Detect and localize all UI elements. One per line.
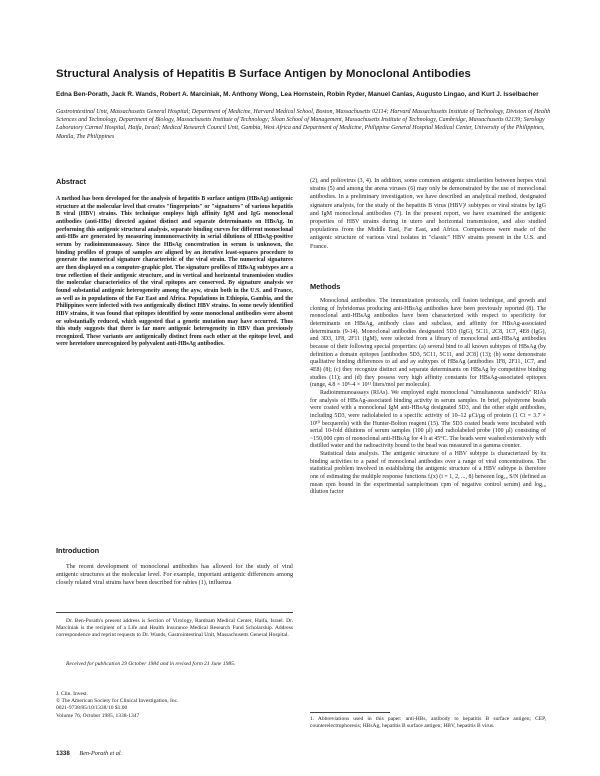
address-footnote (56, 618, 293, 640)
paper-title: Structural Analysis of Hepatitis B Surface Antigen by Monoclonal Antibodies (56, 68, 471, 80)
abbreviations-footnote-text: 1. Abbreviations used in this paper: anti-HBs, antibody to hepatitis B surface antigen; CEP, counterelectrophoresis; HBsAg, hepatitis B surface antigen; HBV, hepatitis B virus. (310, 716, 546, 730)
methods-ria-paragraph: Radioimmunoassays (RIAs). We employed eight monoclonal "simultaneous sandwich" RIAs for analysis of HBsAg-associated binding activity in serum samples. In brief, polystyrene beads were coated with a monoclonal IgM anti-HBsAg designated 5D3, and the other eight antibodies, including 5D3, were radiolabeled to a specific activity of 10–12 μCi/μg of protein (1 Ci = 3.7 × 10¹⁰ becquerels) with the Hunter-Bolton reagent (15). The 5D3 coated beads were incubated with serial 10-fold dilutions of serum samples (100 μl) and radiolabeled probe (100 μl) consisting of ~150,000 cpm of monoclonal anti-HBsAg for 4 h at 45°C. The beads were washed extensively with distilled water and the radioactivity bound to the bead was measured in a gamma counter. (310, 389, 546, 450)
intro-continuation (310, 177, 546, 251)
received-note-text: Received for publication 29 October 1984 and in revised form 21 June 1985. (66, 661, 236, 667)
journal-code: 0021-9738/85/10/1338/10 $1.00 (56, 705, 128, 712)
running-authors: Ben-Porath et al. (79, 750, 123, 757)
footnote-divider (56, 612, 293, 613)
received-note (56, 661, 293, 668)
journal-info (56, 691, 293, 720)
abbreviations-footnote (310, 716, 546, 730)
affiliations: Gastrointestinal Unit, Massachusetts General Hospital; Department of Medicine, Harvard Medical School, Boston, Massachusetts 02114; Harvard Massachusetts Institute of Technology, Division of Health Sciences and Technology, Department of Biology, Massachusetts Institute of Technology; Sloan School of Management, Massachusetts Institute of Technology, Cambridge, Massachusetts 02139; Serology Laboratory Carmel Hospital, Haifa, Israel; Medical Research Council Unit, Gambia, West Africa and Department of Medicine, Philippine General Hospital Medical Center, University of the Philippines, Manila, The Philippines (56, 109, 551, 140)
page-number: 1338 (56, 750, 70, 757)
abbrev-footnote-divider (310, 712, 390, 713)
address-footnote-text: Dr. Ben-Porath's present address is Section of Virology, Rambam Medical Center, Haifa, Israel. Dr. Marciniak is the recipient of a Life and Health Insurance Medical Research Fund Scholarship. Address correspondence and reprint requests to Dr. Wands, Gastrointestinal Unit, Massachusetts General Hospital. (56, 618, 293, 639)
methods-statistics-paragraph: Statistical data analysis. The antigenic structure of a HBV subtype is characterized by its binding activities to a panel of monoclonal antibodies over a range of viral concentrations. The statistical problem involved in establishing the antigenic structure of a HBV subtype is therefore one of estimating the multiple response functions fᵢ(x) (i = 1, 2, ..., 8) between log₁₀ S/N (defined as mean cpm bound in the experimental sample/mean cpm of negative control serum) and log₁₀ dilution factor (310, 451, 546, 496)
introduction-heading: Introduction (56, 546, 100, 555)
abstract-heading: Abstract (56, 177, 86, 186)
introduction-text (56, 563, 293, 588)
abstract-paragraph: A method has been developed for the analysis of hepatitis B surface antigen (HBsAg) antigenic structure at the molecular level that creates "fingerprints" or "signatures" of various hepatitis B viral (HBV) strains. This technique employs high affinity IgM and IgG monoclonal antibodies (anti-HBs) directed against distinct and separate determinants on HBsAg. In performing this antigenic structural analysis, separate binding curves for different monoclonal anti-HBs are generated by measuring immunoreactivity in serial dilutions of HBsAg-positive serum by radioimmunoassay. Since the HBsAg concentration in serum is unknown, the binding profiles of groups of samples are aligned by an iterative least-squares procedure to generate the numerical signature characteristic of the viral strain. The numerical signatures are then displayed on a computer-graphic plot. The signature profiles of HBsAg subtypes are a true reflection of their antigenic structure, and in vertical and horizontal transmission studies the molecular characteristics of the viral epitopes are conserved. By signature analysis we found substantial antigenic heterogeneity among the ayw, strain both in the U.S. and France, as well as in populations of the Far East and Africa. Populations in Ethiopia, Gambia, and the Philippines were infected with two antigenically distinct HBV strains. In some newly identified HBV strains, it was found that epitopes identified by some monoclonal antibodies were absent or substantially reduced, which suggested that a genetic mutation may have occurred. Thus this study suggests that there is far more antigenic heterogeneity in HBV than previously recognized. These variants are antigenically distinct from each other at the epitope level, and were heretofore unrecognized by polyvalent anti-HBsAg antibodies. (56, 196, 293, 348)
methods-heading: Methods (310, 282, 341, 291)
introduction-paragraph: The recent development of monoclonal antibodies has allowed for the study of viral antigenic structures at the molecular level. For example, important antigenic differences among closely related viral strains have been described for rabies (1), influenza (56, 564, 293, 587)
journal-name: J. Clin. Invest. (56, 691, 88, 697)
running-footer (56, 750, 122, 757)
journal-volume: Volume 76, October 1985, 1338-1347 (56, 712, 140, 719)
methods-monoclonal-paragraph: Monoclonal antibodies. The immunization protocols, cell fusion technique, and growth and cloning of hybridomas producing anti-HBsAg antibodies have been previously reported (8). The monoclonal anti-HBsAg antibodies have been characterized with respect to specificity for determinants on HBsAg, antibody class and subclass, and affinity for HBsAg-associated determinants (9-14). Monoclonal antibodies designated 5D3 (IgG), 5C11, 2C8, 1C7, 4E8 (IgG), and 3D3, 1F8, 2F11 (IgM), were selected from a library of monoclonal anti-HBsAg antibodies because of their following special properties: (a) several bind to all known subtypes of HBsAg (by definition a domain epitopes [antibodies 5D3, 5C11, 5C11, and 2C8] (13); (b) some demonstrate qualitative binding differences to ad and ay subtypes of HBsAg (antibodies 1F8, 2F11, 1C7, and 4E8) (8); (c) they recognize distinct and separate determinants on HBsAg by competitive binding studies (11); and (d) they possess very high affinity constants for HBsAg-associated epitopes (range, 4.8 × 10⁸–4 × 10¹¹ liters/mol per molecule). (310, 298, 546, 389)
author-list: Edna Ben-Porath, Jack R. Wands, Robert A. Marciniak, M. Anthony Wong, Lea Hornstein, Robin Ryder, Manuel Canlas, Augusto Lingao, and Kurt J. Isselbacher (56, 91, 539, 98)
abstract-text (56, 196, 293, 349)
journal-copyright: © The American Society for Clinical Investigation, Inc. (56, 698, 179, 705)
intro-continuation-text: (2), and poliovirus (3, 4). In addition, some common antigenic similarities between herpes viral strains (5) and among the arena viruses (6) may only be demonstrated by the use of monoclonal antibodies. In a preliminary investigation, we have described an analytical method, designated signature analysis, for the study of the hepatitis B virus (HBV)¹ subtypes or viral strains by IgG and IgM monoclonal antibodies (7). In the present report, we have examined the antigenic properties of HBV strains during in utero and horizontal transmission, and also studied populations from the Middle East, Far East, and Africa. Comparisons were made of the antigenic structure of various viral isolates in "classic" HBV strains present in the U.S. and France. (310, 178, 546, 250)
methods-text (310, 298, 546, 497)
